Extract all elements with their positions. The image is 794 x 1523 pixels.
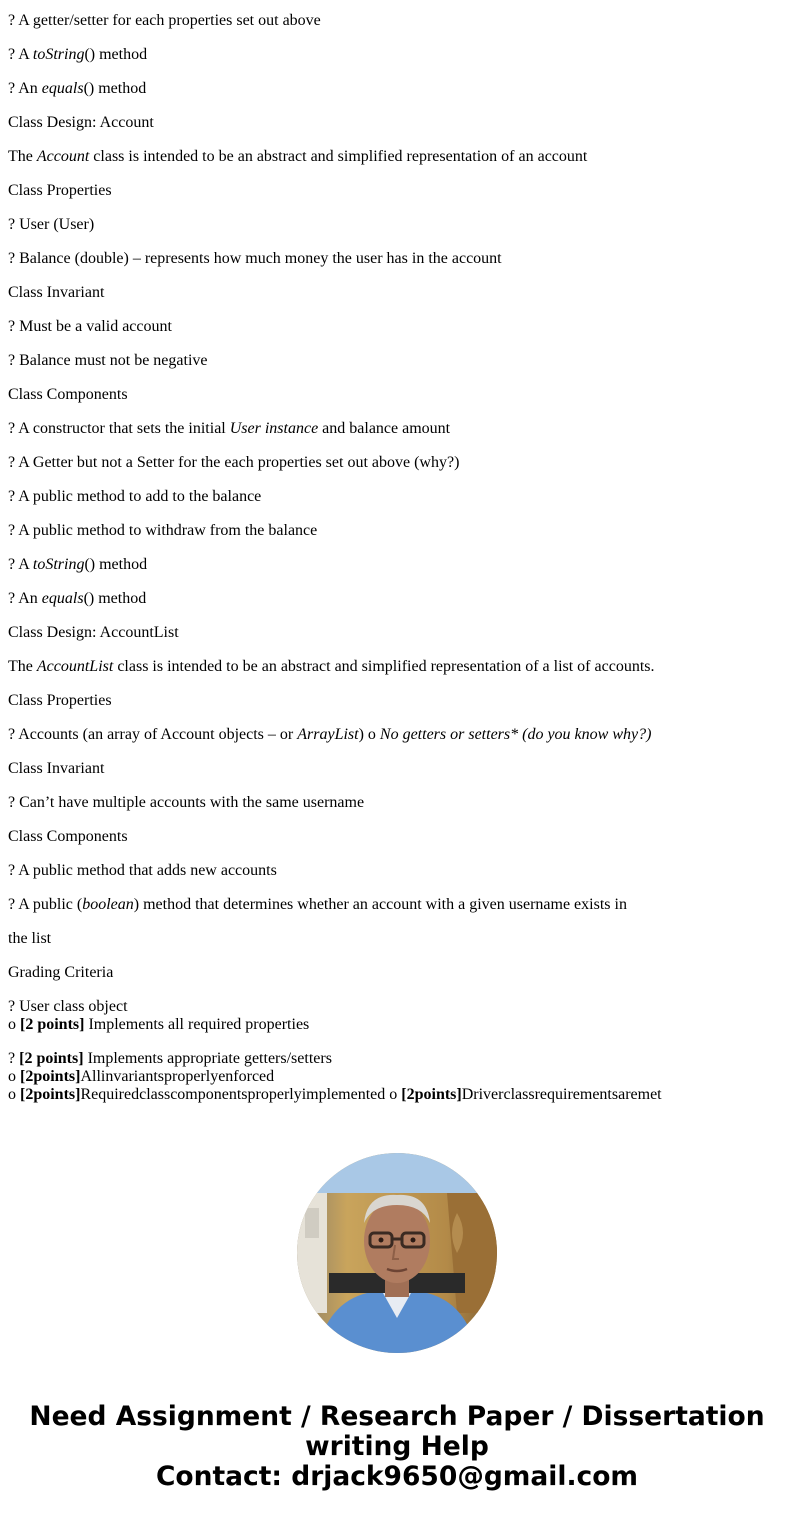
section-heading: Grading Criteria (8, 964, 114, 981)
text-line: ? An equals() method (8, 80, 147, 97)
text-line: the list (8, 930, 52, 947)
subsection-heading: Class Invariant (8, 760, 105, 777)
text-line: o [2points]Allinvariantsproperlyenforced (8, 1068, 275, 1085)
text-line: ? Accounts (an array of Account objects – or ArrayList) o No getters or setters* (do you know why?) (8, 726, 652, 743)
section-heading: Class Design: AccountList (8, 624, 179, 641)
subsection-heading: Class Components (8, 828, 128, 845)
document-body (8, 12, 788, 1104)
avatar-photo (297, 1153, 497, 1353)
text-line: ? A Getter but not a Setter for the each properties set out above (why?) (8, 454, 460, 471)
subsection-heading: Class Properties (8, 182, 112, 199)
text-line: ? A public method to withdraw from the balance (8, 522, 318, 539)
banner-line: writing Help (305, 1431, 489, 1462)
text-line: o [2 points] Implements all required properties (8, 1016, 310, 1033)
subsection-heading: Class Properties (8, 692, 112, 709)
text-line: ? A public method that adds new accounts (8, 862, 277, 879)
text-line: o [2points]Requiredclasscomponentsproperlyimplemented o [2points]Driverclassrequirementsaremet (8, 1086, 662, 1103)
subsection-heading: Class Components (8, 386, 128, 403)
text-line: ? Balance must not be negative (8, 352, 208, 369)
text-line: ? User class object (8, 998, 128, 1015)
author-avatar (297, 1153, 497, 1353)
text-line: ? Can’t have multiple accounts with the same username (8, 794, 365, 811)
text-line: ? A public method to add to the balance (8, 488, 262, 505)
text-line: ? Balance (double) – represents how much money the user has in the account (8, 250, 502, 267)
text-line: ? An equals() method (8, 590, 147, 607)
text-line: ? A constructor that sets the initial User instance and balance amount (8, 420, 451, 437)
text-line: The AccountList class is intended to be an abstract and simplified representation of a list of accounts. (8, 658, 655, 675)
contact-banner (0, 1402, 794, 1492)
text-line: ? A public (boolean) method that determines whether an account with a given username exists in (8, 896, 627, 913)
text-line: ? User (User) (8, 216, 95, 233)
text-line: ? A toString() method (8, 46, 148, 63)
section-heading: Class Design: Account (8, 114, 154, 131)
contact-email: Contact: drjack9650@gmail.com (155, 1461, 639, 1492)
subsection-heading: Class Invariant (8, 284, 105, 301)
text-line: ? A getter/setter for each properties set out above (8, 12, 321, 29)
text-line: ? A toString() method (8, 556, 148, 573)
text-line: ? Must be a valid account (8, 318, 172, 335)
banner-line: Need Assignment / Research Paper / Dissertation (29, 1401, 765, 1432)
text-line: The Account class is intended to be an abstract and simplified representation of an account (8, 148, 588, 165)
text-line: ? [2 points] Implements appropriate getters/setters (8, 1050, 332, 1067)
